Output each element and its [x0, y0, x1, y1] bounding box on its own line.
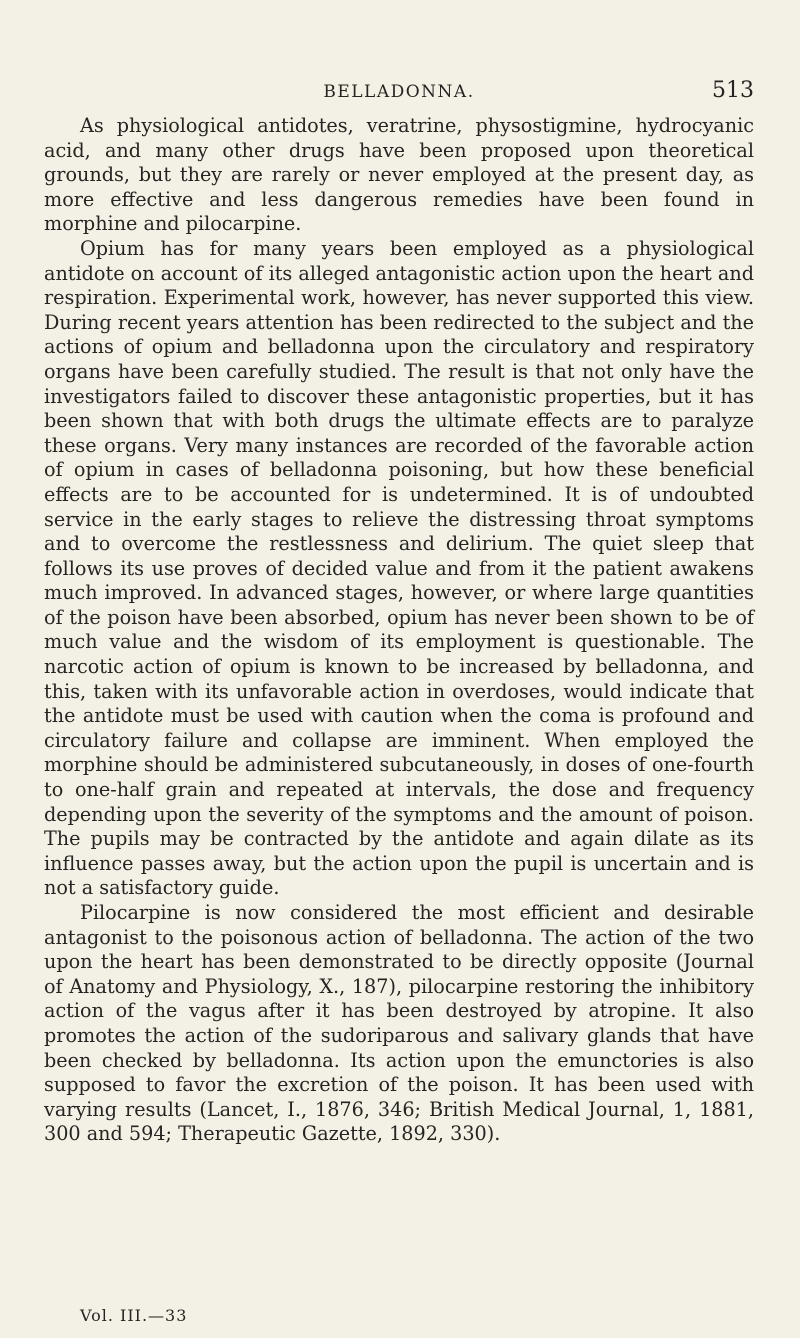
- paragraph-pilocarpine: Pilocarpine is now considered the most efficient and desirable antagonist to the poisonous action of belladonna. The action of the two upon the heart has been demonstrated to be directly opposite (Journal of Anatomy and Physiology, X., 187), pilocarpine restoring the inhibitory action of the vagus after it has been destroyed by atropine. It also promotes the action of the sudoriparous and salivary glands that have been checked by belladonna. Its action upon the emunctories is also supposed to favor the excretion of the poison. It has been used with varying results (Lancet, I., 1876, 346; British Medical Journal, 1, 1881, 300 and 594; Therapeutic Gazette, 1892, 330).: [44, 901, 754, 1146]
- page-number: 513: [712, 78, 754, 103]
- signature-mark: Vol. III.—33: [80, 1306, 188, 1325]
- body-text: [44, 114, 754, 1147]
- running-head: [44, 78, 754, 106]
- running-title: BELLADONNA.: [323, 82, 475, 102]
- paragraph-opium: Opium has for many years been employed as a physiological antidote on account of its alleged antagonistic action upon the heart and respiration. Experimental work, however, has never supported this view. During recent years attention has been redirected to the subject and the actions of opium and belladonna upon the circulatory and respiratory organs have been carefully studied. The result is that not only have the investigators failed to discover these antagonistic properties, but it has been shown that with both drugs the ultimate effects are to paralyze these organs. Very many instances are recorded of the favorable action of opium in cases of belladonna poisoning, but how these beneficial effects are to be accounted for is undetermined. It is of undoubted service in the early stages to relieve the distressing throat symptoms and to overcome the restlessness and delirium. The quiet sleep that follows its use proves of decided value and from it the patient awakens much improved. In advanced stages, however, or where large quantities of the poison have been absorbed, opium has never been shown to be of much value and the wisdom of its employment is questionable. The narcotic action of opium is known to be increased by belladonna, and this, taken with its unfavorable action in overdoses, would indicate that the antidote must be used with caution when the coma is profound and circulatory failure and collapse are imminent. When employed the morphine should be administered subcutaneously, in doses of one-fourth to one-half grain and repeated at intervals, the dose and frequency depending upon the severity of the symptoms and the amount of poison. The pupils may be contracted by the antidote and again dilate as its influence passes away, but the action upon the pupil is uncertain and is not a satisfactory guide.: [44, 236, 754, 900]
- paragraph-physiological-antidotes: As physiological antidotes, veratrine, physostigmine, hydrocyanic acid, and many other drugs have been proposed upon theoretical grounds, but they are rarely or never employed at the present day, as more effective and less dangerous remedies have been found in morphine and pilocarpine.: [44, 114, 754, 236]
